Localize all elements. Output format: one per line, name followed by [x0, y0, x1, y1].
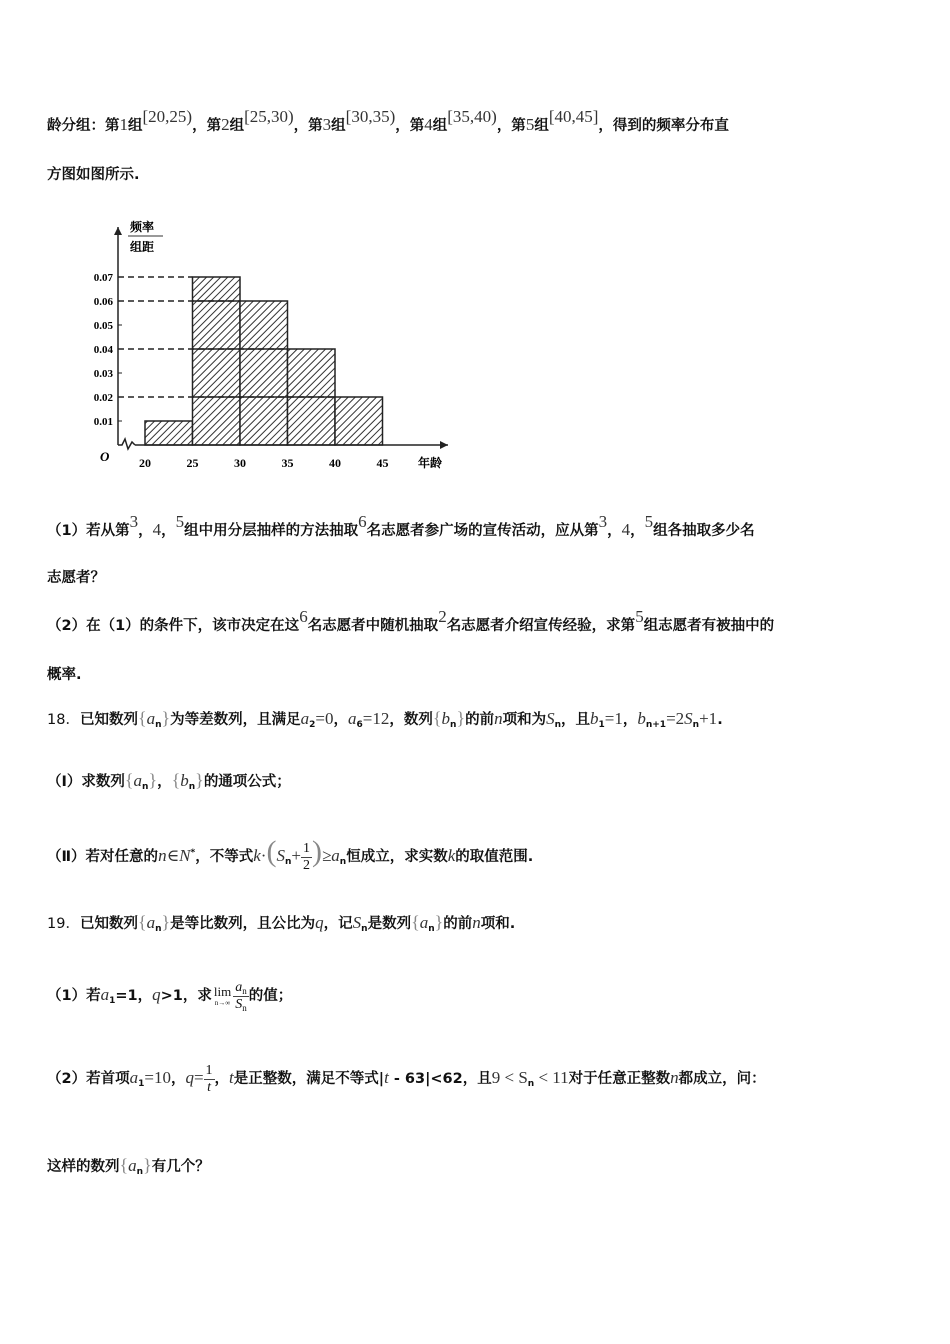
question-text: （1）若从第: [47, 523, 130, 539]
math-sub: 6: [356, 720, 363, 730]
question-text: 的取值范围.: [455, 849, 534, 865]
q19-stem: 19．已知数列$\{a_n\}$是等比数列，且公比为q，记$S_n$是数列$\{a_n\}$的前n项和.: [47, 912, 516, 934]
x-tick-label: 30: [234, 456, 246, 470]
math-sub: n: [136, 1167, 144, 1177]
math-number: 6: [358, 512, 367, 531]
math-value: +1: [699, 709, 718, 728]
math-var: S: [546, 709, 555, 728]
math-sub: 1: [138, 1079, 145, 1089]
math-sub: n: [554, 720, 561, 730]
q17-part2-line1: [47, 607, 903, 641]
math-number: 2: [438, 607, 447, 626]
y-tick-label: 0.02: [93, 392, 113, 404]
math-value: =1: [604, 709, 623, 728]
math-var: S: [352, 913, 362, 932]
question-text: 志愿者？: [47, 570, 105, 586]
math-sub: n: [284, 857, 292, 867]
math-var: b: [637, 709, 646, 728]
math-number: 3: [129, 512, 139, 531]
question-text: ，: [622, 712, 638, 728]
question-text: ，: [138, 523, 153, 539]
intro-text: ，得到的频率分布直: [598, 118, 729, 134]
math-var: n: [670, 1068, 679, 1087]
math-fraction-1-over-t: [204, 1063, 215, 1096]
math-sub: n: [142, 782, 149, 792]
question-text: 都成立，问：: [678, 1071, 766, 1087]
math-var: t: [229, 1068, 234, 1087]
math-var: a: [133, 771, 143, 790]
intro-text: 组: [432, 118, 448, 134]
math-value: =2: [666, 709, 685, 728]
question-text: 名志愿者参广场的宣传活动，应从第: [366, 523, 599, 539]
math-var: q: [152, 985, 161, 1004]
math-sub: n: [450, 720, 457, 730]
question-text: 是正整数，满足不等式|: [233, 1071, 385, 1087]
q18-part1: （Ⅰ）求数列$\{a_n\}$，$\{b_n\}$的通项公式；: [47, 770, 291, 792]
math-sub: n: [155, 720, 162, 730]
question-text: 的前: [465, 712, 495, 728]
intro-text: 龄分组：第: [47, 118, 120, 134]
x-tick-label: 35: [281, 456, 294, 470]
math-sub: n: [242, 1002, 247, 1013]
intro-text: 方图如图所示.: [47, 167, 140, 183]
question-text: （2）在（1）的条件下，该市决定在这: [47, 618, 300, 634]
group-interval-5: [40,45]: [548, 107, 599, 126]
math-var: a: [129, 1068, 139, 1087]
histogram-bar-5: [335, 397, 383, 445]
x-tick-label: 45: [376, 456, 389, 470]
group-number: 5: [525, 115, 535, 134]
math-var: q: [185, 1068, 194, 1087]
math-var: b: [590, 709, 599, 728]
intro-text: ，第: [192, 118, 222, 134]
fraction-numerator: 1: [205, 1062, 213, 1078]
histogram-bar-3: [240, 301, 288, 445]
math-number: 3: [598, 512, 608, 531]
limit-operator: lim: [213, 984, 232, 999]
question-text: 为等差数列，且满足: [170, 712, 301, 728]
intro-text: ，第: [293, 118, 323, 134]
intro-text: ，第: [395, 118, 425, 134]
math-var: b: [180, 771, 189, 790]
intro-text: 组: [534, 118, 549, 134]
y-tick-label: 0.07: [93, 272, 113, 284]
intro-text: 组: [331, 118, 346, 134]
math-var: q: [315, 913, 324, 932]
math-var: a: [419, 913, 429, 932]
question-text: （1）若: [47, 988, 101, 1004]
math-sub: n: [188, 782, 196, 792]
math-sub: n: [339, 857, 347, 867]
math-number: 6: [299, 607, 308, 626]
math-var: k: [447, 846, 456, 865]
question-text: 名志愿者中随机抽取: [307, 618, 439, 634]
limit-subscript: n→∞: [214, 999, 231, 1007]
intro-text: ，第: [496, 118, 526, 134]
origin-label: O: [100, 449, 110, 464]
math-var: a: [146, 709, 156, 728]
math-var: S: [684, 709, 693, 728]
y-tick-label: 0.03: [93, 368, 113, 380]
math-number: 5: [635, 607, 644, 626]
axis-break: [118, 439, 135, 449]
question-number: 18．: [47, 712, 80, 728]
question-text: 项和为: [502, 712, 547, 728]
question-text: ，不等式: [195, 849, 254, 865]
math-sub: n: [692, 720, 700, 730]
question-text: 项和.: [480, 916, 516, 932]
y-axis-arrow: [114, 227, 122, 235]
math-sub: n: [155, 924, 162, 934]
question-text: 名志愿者介绍宣传经验，求第: [446, 618, 636, 634]
math-var: a: [100, 985, 110, 1004]
math-value: =0: [315, 709, 334, 728]
math-var: n: [494, 709, 503, 728]
question-number: 19．: [47, 916, 80, 932]
question-text: ，: [333, 712, 349, 728]
math-fraction-half: [301, 841, 312, 874]
frequency-histogram: [70, 215, 460, 477]
math-var: a: [348, 709, 357, 728]
math-sub: 1: [598, 720, 605, 730]
group-number: 3: [322, 115, 332, 134]
y-axis-label-top: 频率: [130, 220, 155, 234]
math-op: =: [193, 1068, 204, 1087]
histogram-bar-2: [193, 277, 241, 445]
question-text: ，数列: [389, 712, 433, 728]
question-text: 概率.: [47, 667, 82, 683]
y-tick-label: 0.06: [93, 296, 113, 308]
math-inequality: 9 < S: [491, 1068, 528, 1087]
intro-text: 组: [229, 118, 245, 134]
group-number: 4: [424, 115, 433, 134]
y-tick-label: 0.04: [93, 344, 113, 356]
x-tick-label: 25: [186, 456, 199, 470]
math-var: a: [128, 1156, 137, 1175]
math-var: b: [441, 709, 451, 728]
x-tick-label: 20: [139, 456, 151, 470]
q17-part2-line2: [47, 660, 903, 690]
histogram-bar-1: [145, 421, 193, 445]
math-var: n: [472, 913, 481, 932]
math-number: 5: [644, 512, 654, 531]
y-tick-label: 0.05: [93, 320, 113, 332]
math-sup: *: [190, 848, 196, 858]
q17-part1-line1: [47, 512, 903, 546]
math-sub: 2: [309, 720, 316, 730]
question-text: ，: [170, 1071, 186, 1087]
question-text: ，: [161, 523, 176, 539]
group-number: 1: [119, 115, 128, 134]
question-text: 组各抽取多少名: [653, 523, 755, 539]
math-sub: n: [428, 924, 435, 934]
math-var: a: [146, 913, 156, 932]
fraction-denominator: S: [235, 996, 243, 1012]
y-tick-label: 0.01: [93, 416, 113, 428]
math-var: t: [384, 1068, 389, 1087]
fraction-denominator: t: [207, 1079, 211, 1095]
math-number: 4: [152, 520, 162, 539]
q19-part2-line2: 这样的数列$\{a_n\}$有几个？: [47, 1155, 210, 1177]
math-sub: n+1: [645, 720, 667, 730]
question-text: （Ⅰ）求数列: [47, 774, 125, 790]
q19-part2-line1: [47, 1058, 903, 1101]
question-text: 这样的数列: [47, 1159, 120, 1175]
math-var: k: [253, 846, 261, 865]
question-text: ，: [157, 774, 172, 790]
x-axis-arrow: [440, 441, 448, 449]
q17-part1-line2: [47, 563, 903, 593]
question-text: ，记: [323, 916, 353, 932]
intro-text: 组: [128, 118, 143, 134]
x-tick-label: 40: [329, 456, 341, 470]
question-text: 是数列: [367, 916, 412, 932]
intro-line-2: [47, 160, 903, 190]
fraction-numerator: 1: [302, 840, 310, 856]
question-text: 的通项公式；: [203, 774, 291, 790]
math-sub: n: [242, 985, 247, 996]
math-fraction-an-sn: [233, 980, 249, 1013]
question-text: ，且: [561, 712, 590, 728]
question-text: 有几个？: [151, 1159, 210, 1175]
fraction-denominator: 2: [302, 857, 310, 873]
math-sub: n: [527, 1079, 535, 1089]
math-op: ·: [260, 846, 267, 865]
question-text: ，: [630, 523, 645, 539]
math-expr: n∈N: [158, 846, 191, 865]
math-var: S: [276, 846, 285, 865]
math-sub: 1: [109, 996, 116, 1006]
q18-part2: （Ⅱ）若对任意的n∈N*，不等式$k\cdot(S_n+$ $\frac{1}{2}$ )$\ge a_n$恒成立，求实数k的取值范围.: [47, 835, 534, 873]
question-text: .: [717, 712, 723, 728]
math-expr: ≥a: [321, 846, 340, 865]
math-number: 4: [621, 520, 631, 539]
math-number: 5: [175, 512, 185, 531]
math-var: a: [300, 709, 310, 728]
group-interval-4: [35,40): [447, 107, 497, 126]
group-interval-3: [30,35): [345, 107, 396, 126]
question-text: 组中用分层抽样的方法抽取: [184, 523, 359, 539]
question-text: 组志愿者有被抽中的: [643, 618, 775, 634]
q18-stem: 18．已知数列$\{a_n\}$为等差数列，且满足$a_2=0$，$a_6=12$，数列$\{b_n\}$的前n项和为$S_n$，且$b_1=1$，$b_{n+1}=2S_n+1$.: [47, 708, 723, 730]
histogram-bars: [145, 277, 383, 445]
question-text: >1，求: [160, 988, 212, 1004]
x-axis-label: 年龄: [418, 456, 443, 470]
group-interval-2: [25,30): [244, 107, 294, 126]
math-op: +: [291, 846, 301, 865]
fraction-numerator: a: [235, 979, 243, 995]
group-number: 2: [221, 115, 230, 134]
question-text: 已知数列: [79, 916, 138, 932]
intro-line-1: [47, 107, 903, 141]
question-text: （Ⅱ）若对任意的: [47, 849, 159, 865]
math-limit: [214, 985, 231, 1007]
question-text: 的前: [443, 916, 473, 932]
q19-part1: [47, 975, 903, 1018]
question-text: （2）若首项: [47, 1071, 130, 1087]
question-text: 对于任意正整数: [568, 1071, 671, 1087]
math-value: =10: [144, 1068, 171, 1087]
group-interval-1: [20,25): [142, 107, 193, 126]
math-sub: n: [361, 924, 368, 934]
question-text: ，: [607, 523, 622, 539]
math-value: =12: [362, 709, 390, 728]
question-text: ，: [214, 1071, 230, 1087]
question-text: 的值；: [248, 988, 293, 1004]
math-inequality: < 11: [534, 1068, 569, 1087]
question-text: 是等比数列，且公比为: [170, 916, 316, 932]
question-text: =1，: [115, 988, 153, 1004]
question-text: - 63|<62，且: [388, 1071, 492, 1087]
y-axis-label-bottom: 组距: [130, 240, 155, 254]
question-text: 恒成立，求实数: [346, 849, 448, 865]
question-text: 已知数列: [79, 712, 138, 728]
